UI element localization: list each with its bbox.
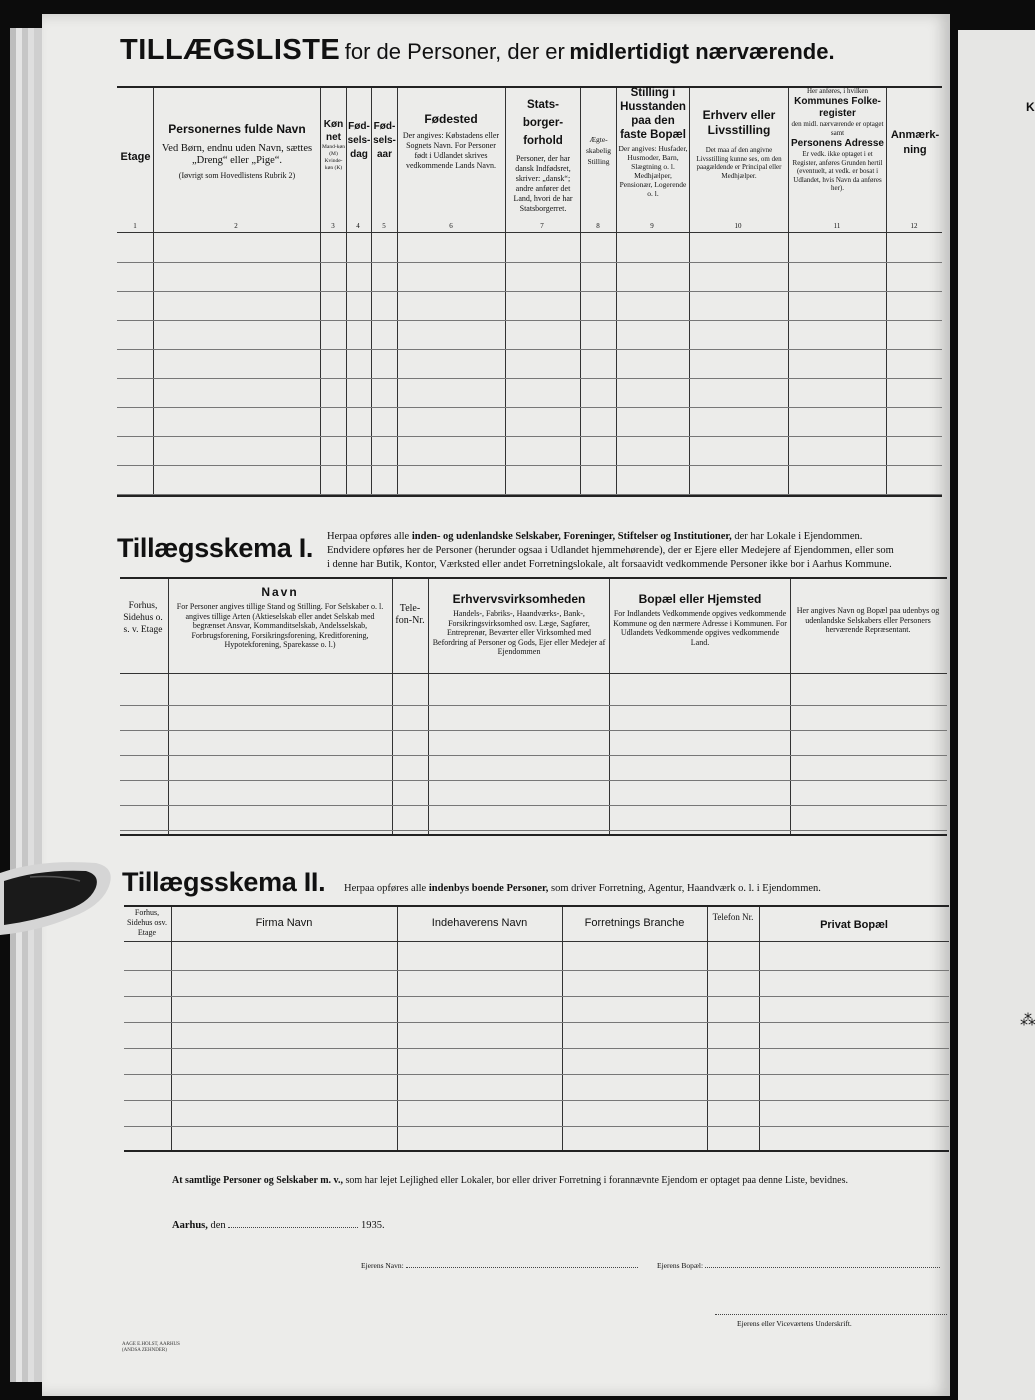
column-number: 4 <box>356 222 360 230</box>
row-rule <box>117 262 942 263</box>
row-rule <box>124 1126 949 1127</box>
printer-mark: AAGE E.HOLST, AARHUS (ANDSA ZEHNDER) <box>122 1342 180 1353</box>
skema2-text: Herpaa opføres alle indenbys boende Personer, som driver Forretning, Agentur, Haandværk o. l. i Ejendommen. <box>344 883 821 894</box>
ink-smudge: ⁂ <box>1020 1012 1033 1029</box>
row-rule <box>120 780 947 781</box>
column-divider <box>397 907 398 1150</box>
skema1-col-navn: Navn For Personer angives tillige Stand og Stilling. For Selskaber o. l. angives tillige Arten (Aktieselskab eller andet Selskab med begrænset Ansvar, Kommanditselskab, Andelsselskab, Forbrugsforening, Forsikringsforening, Kreditforening, Hypotekforening, Sparekasse o. l.) <box>176 585 384 649</box>
row-rule <box>124 1022 949 1023</box>
main-list-title <box>120 34 835 67</box>
title-mid: for de Personer, der er <box>344 39 565 64</box>
skema1-title: Tillægsskema I. <box>117 533 314 563</box>
next-page-letter: K <box>1026 100 1035 114</box>
col-etage: Etage <box>120 151 151 163</box>
skema2-col-firma: Firma Navn <box>255 917 313 929</box>
column-divider <box>171 907 172 1150</box>
column-number: 1 <box>133 222 137 230</box>
owner-address-line: Ejerens Bopæl: <box>657 1258 940 1270</box>
col-erhverv: Erhverv eller Livsstilling Det maa af den angivne Livsstilling kunne ses, om den paagældende er Principal eller Medhjælper. <box>696 108 782 180</box>
title-bold: midlertidigt nærværende. <box>569 39 835 64</box>
column-number: 6 <box>449 222 453 230</box>
skema2-col-privat-bopael: Privat Bopæl <box>820 919 888 931</box>
row-rule <box>120 755 947 756</box>
skema1-col-repraesentant: Her angives Navn og Bopæl paa udenbys og udenlandske Selskabers eller Personers herværende Repræsentant. <box>796 606 940 634</box>
signature-field[interactable] <box>715 1313 947 1315</box>
skema2-col-etage: Forhus, Sidehus osv. Etage <box>127 908 167 937</box>
column-number: 3 <box>331 222 335 230</box>
year: 1935. <box>360 1220 385 1231</box>
owner-address-field[interactable] <box>705 1258 940 1268</box>
thumb-photo <box>0 855 112 935</box>
skema1-header-rule <box>120 673 947 674</box>
column-divider <box>707 907 708 1150</box>
column-number: 10 <box>734 222 742 230</box>
next-page-edge <box>958 30 1035 1400</box>
row-rule <box>120 830 947 831</box>
col-anmaerkning: Anmærk-ning <box>890 129 940 156</box>
row-rule <box>124 1100 949 1101</box>
column-divider <box>759 907 760 1150</box>
city: Aarhus, <box>172 1220 208 1231</box>
skema2-col-indehaver: Indehaverens Navn <box>431 917 528 929</box>
skema2-col-branche: Forretnings Branche <box>584 917 685 929</box>
row-rule <box>124 1048 949 1049</box>
row-rule <box>117 494 942 495</box>
column-divider <box>609 579 610 834</box>
skema1-col-telefon: Tele-fon-Nr. <box>395 603 425 626</box>
page-stack-edge <box>34 28 42 1382</box>
col-foedselsdag: Fød-sels-dag <box>347 121 371 160</box>
skema1-text: Herpaa opføres alle inden- og udenlandske Selskaber, Foreninger, Stiftelser og Institutioner, der har Lokale i Ejendommen. Endvidere opføres her de Personer (herunder ogsaa i Udlandet hjemmehørende), der er Ejere eller Medejere af Ejendommen, eller som i denne har Butik, Kontor, Værksted eller andet Forretningslokale, alt forsaavidt vedkommende Personer ikke bor i Aarhus Kommune. <box>327 531 894 570</box>
skema2-top-rule <box>124 905 949 907</box>
column-divider <box>562 907 563 1150</box>
table-bottom-rule <box>117 495 942 497</box>
col-stilling-husstanden: Stilling i Husstanden paa den faste Bopæl Der angives: Husfader, Husmoder, Barn, Slægtning o. l. Medhjælper, Pensionær, Logerende o. l. <box>618 87 688 198</box>
title-big: TILLÆGSLISTE <box>120 34 341 66</box>
col-navn: Personernes fulde Navn Ved Børn, endnu uden Navn, sættes „Dreng“ eller „Pige“. (Iøvrigt som Hovedlistens Rubrik 2) <box>161 122 313 180</box>
skema1-col-erhverv: Erhvervsvirksomheden Handels-, Fabriks-, Haandværks-, Bank-, Forsikringsvirksomhed osv. Læge, Sagfører, Entreprenør, Beværter eller Virksomhed med Befordring af Personer og Gods, Ejer eller Medejer af Ejendommen <box>432 592 606 656</box>
col-aegteskabelig-stilling: Ægte-skabelig Stilling <box>586 135 611 166</box>
column-number: 5 <box>382 222 386 230</box>
column-number: 9 <box>650 222 654 230</box>
date-field[interactable] <box>228 1218 358 1228</box>
den-label: den <box>210 1220 226 1231</box>
skema1-col-etage: Forhus, Sidehus o. s. v. Etage <box>123 601 163 635</box>
col-foedselsaar: Fød-sels-aar <box>373 121 396 160</box>
skema1-bottom-rule <box>120 834 947 836</box>
signature-label: Ejerens eller Viceværtens Underskrift. <box>737 1319 852 1328</box>
owner-name-line: Ejerens Navn: <box>361 1258 638 1270</box>
row-rule <box>124 1074 949 1075</box>
date-line <box>172 1218 385 1231</box>
owner-name-field[interactable] <box>406 1258 638 1268</box>
row-rule <box>117 407 942 408</box>
column-divider <box>790 579 791 834</box>
column-number: 7 <box>540 222 544 230</box>
table-header-rule <box>117 232 942 233</box>
skema2-bottom-rule <box>124 1150 949 1152</box>
column-divider <box>168 579 169 834</box>
column-number: 2 <box>234 222 238 230</box>
declaration: At samtlige Personer og Selskaber m. v., som har lejet Lejlighed eller Lokaler, bor eller driver Forretning i forannævnte Ejendom er optaget paa denne Liste, bevidnes. <box>172 1175 848 1186</box>
row-rule <box>117 291 942 292</box>
row-rule <box>117 465 942 466</box>
col-foedested: Fødested Der angives: Købstadens eller Sognets Navn. For Personer født i Udlandet skrives vedkommende Lands Navn. <box>402 112 500 170</box>
row-rule <box>120 730 947 731</box>
column-number: 12 <box>910 222 918 230</box>
row-rule <box>120 705 947 706</box>
row-rule <box>117 436 942 437</box>
row-rule <box>117 320 942 321</box>
skema1-top-rule <box>120 577 947 579</box>
column-number: 8 <box>596 222 600 230</box>
skema2-header-rule <box>124 941 949 942</box>
row-rule <box>120 805 947 806</box>
col-folkeregister: Her anføres, i hvilken Kommunes Folke-register den midl. nærværende er optaget samt Personens Adresse Er vedk. ikke optaget i et Register, anføres Grunden hertil (eventuelt, at vedk. er bosat i Udlandet, hvis Navn da anføres her). <box>790 87 884 192</box>
column-number: 11 <box>833 222 841 230</box>
row-rule <box>117 378 942 379</box>
col-statsborgerforhold: Stats-borger-forhold Personer, der har dansk Indfødsret, skriver: „dansk“; andre anfører det Land, hvori de har Statsborgerret. <box>513 99 573 213</box>
row-rule <box>124 996 949 997</box>
column-divider <box>428 579 429 834</box>
row-rule <box>124 970 949 971</box>
skema2-col-telefon: Telefon Nr. <box>712 912 754 922</box>
row-rule <box>117 349 942 350</box>
skema2-title: Tillægsskema II. <box>122 867 326 897</box>
skema1-col-bopael: Bopæl eller Hjemsted For Indlandets Vedkommende opgives vedkommende Kommune og den nærmere Adresse i Kommunen. For Udlandets Vedkommende opgives vedkommende Land. <box>613 592 787 647</box>
col-koennet: Kønnet Mand-køn (M) Kvinde-køn (K) <box>322 119 345 171</box>
